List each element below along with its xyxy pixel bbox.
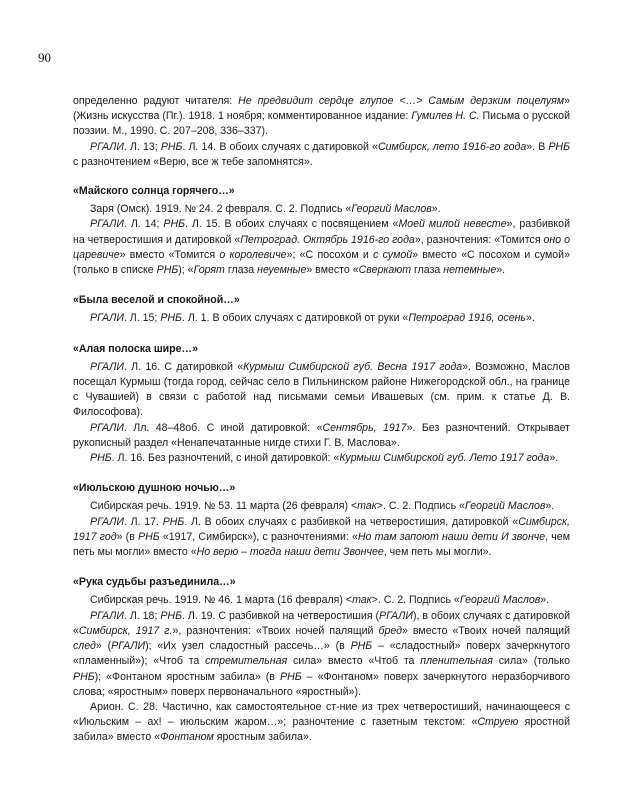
italic-text-run: РНБ (548, 140, 570, 153)
italic-text-run: оно о царевиче (73, 233, 570, 261)
italic-text-run: РНБ (163, 218, 186, 231)
section-heading: «Рука судьбы разъединила…» (73, 576, 236, 589)
section-heading: «Алая полоска шире…» (73, 342, 199, 355)
text-run: ); « (178, 264, 194, 277)
text-run: ». (526, 312, 535, 325)
italic-text-run: РНБ (90, 452, 112, 465)
italic-text-run: Сентябрь, 1917 (322, 421, 407, 434)
italic-text-run: РГАЛИ (90, 515, 124, 528)
text-run: сила» вместо «Чтоб та (287, 655, 421, 668)
text-run: ); «Их узел сладостный рассечь…» (в (145, 640, 351, 653)
text-run: . Л. 1. В обоих случаях с датировкой от руки « (181, 312, 409, 325)
text-run: ». В (526, 140, 549, 153)
paragraph (73, 94, 570, 140)
text-run: »; «С посохом и (286, 248, 374, 261)
italic-text-run: Симбирск, 1917 год (73, 515, 570, 543)
italic-text-run: Петроград 1916, осень (408, 312, 527, 325)
italic-text-run: так (357, 500, 377, 513)
text-run: », разбивкой на четверостишия и датировкой « (73, 218, 570, 246)
italic-text-run: Не предвидит сердце глупое <…> Самым дерзким поцелуям (238, 95, 565, 107)
italic-text-run: с сумой (373, 248, 413, 261)
italic-text-run: РГАЛИ (90, 421, 124, 434)
text-run: . Л. 15. В обоих случаях с посвящением « (185, 218, 399, 231)
page-number: 90 (38, 50, 51, 65)
italic-text-run: РНБ (160, 609, 182, 622)
italic-text-run: Струею (477, 716, 519, 729)
text-run: . Л. 14; (123, 218, 164, 231)
text-run: «1917, Симбирск»), с разночтениями: « (159, 530, 358, 543)
text-run: . Л. 16. Без разночтений, с иной датировкой: « (111, 452, 340, 465)
italic-text-run: Горят (193, 264, 225, 277)
italic-text-run: Георгий Маслов (464, 500, 546, 513)
text-run: определенно радуют читателя: (73, 95, 239, 107)
text-run: >. С. 2. Подпись « (376, 500, 465, 513)
text-run: ». (496, 264, 506, 277)
section-heading: «Майского солнца горячего…» (73, 185, 235, 198)
text-run: >. С. 2. Подпись « (371, 594, 460, 607)
italic-text-run: РГАЛИ (90, 312, 124, 325)
text-run: Письма о русской поэзии. М., 1990. С. 207–208, 336–337). (73, 110, 570, 138)
text-run: . Л. 13; (123, 140, 161, 153)
paragraph (73, 700, 570, 746)
section-heading: «Июльскою душною ночью…» (73, 482, 236, 495)
italic-text-run: РНБ (156, 264, 179, 277)
text-run: », разночтения: «Томится (414, 233, 544, 246)
text-run: » вместо «Томится (119, 248, 220, 261)
italic-text-run: Но верю – тогда наши дети Звончее (196, 546, 384, 559)
paragraph (73, 609, 570, 700)
text-run: – «сладостный» поверх зачеркнутого «пламенный»); «Чтоб та (73, 640, 570, 668)
text-run: ); «Фонтаном яростным забила» (в (94, 670, 280, 683)
paragraph (73, 360, 570, 421)
italic-text-run: РНБ (160, 312, 182, 325)
text-run: , чем петь мы могли». (383, 546, 492, 559)
text-run: . Л. 14. В обоих случаях с датировкой « (182, 140, 378, 153)
paragraph (73, 202, 570, 217)
italic-text-run: Гумилев Н. С. (411, 110, 480, 123)
paragraph (73, 311, 570, 326)
italic-text-run: Курмыш Симбирской губ. Весна 1917 года (243, 360, 463, 373)
text-run: яростной забила» вместо « (73, 716, 570, 744)
paragraph (73, 499, 570, 514)
italic-text-run: Симбирск, 1917 г. (78, 624, 173, 637)
italic-text-run: о королевиче (219, 248, 287, 261)
text-run: Заря (Омск). 1919. № 24. 2 февраля. С. 2. Подпись « (90, 203, 352, 216)
italic-text-run: РГАЛИ (90, 609, 124, 622)
italic-text-run: так (352, 594, 372, 607)
text-run: ». Без разночтений. Открывает рукописный раздел «Ненапечатанные нигде стихи Г. В. Маслова». (73, 421, 570, 449)
text-run: глаза (411, 264, 444, 277)
italic-text-run: РНБ (162, 515, 185, 528)
italic-text-run: РГАЛИ (90, 218, 124, 231)
text-run: Сибирская речь. 1919. № 46. 1 марта (16 февраля) < (90, 594, 353, 607)
paragraph (73, 593, 570, 608)
text-run: ». (431, 203, 441, 216)
text-run: ». (545, 500, 555, 513)
text-run: . Л. 19. С разбивкой на четверостишия ( (181, 609, 380, 622)
text-run: ». (549, 452, 559, 465)
paragraph (73, 217, 570, 278)
italic-text-run: РНБ (73, 670, 95, 683)
text-run: . Л. В обоих случаях с разбивкой на четверостишия, датировкой « (184, 515, 519, 528)
text-run: » вместо «С посохом и сумой» (только в списке (73, 248, 570, 277)
text-run: яростным забила». (213, 731, 312, 744)
italic-text-run: пленительная (420, 655, 493, 668)
italic-text-run: РГАЛИ (111, 640, 146, 653)
text-run: » вместо « (306, 264, 359, 277)
paragraph (73, 421, 570, 451)
text-run: », разночтения: «Твоих ночей палящий (172, 624, 379, 637)
text-run: » (Жизнь искусства (Пг.). 1918. 1 ноября; комментированное издание: (73, 95, 571, 123)
italic-text-run: Курмыш Симбирской губ. Лето 1917 года (339, 452, 550, 465)
italic-text-run: РНБ (160, 140, 183, 153)
italic-text-run: Сверкают (358, 264, 412, 277)
italic-text-run: РГАЛИ (90, 360, 124, 373)
italic-text-run: РНБ (138, 530, 160, 543)
italic-text-run: Георгий Маслов (351, 203, 432, 216)
text-run: с разночтением «Верю, все ж тебе запомнятся». (73, 155, 313, 168)
italic-text-run: стремительная (205, 655, 288, 668)
section-heading: «Была веселой и спокойной…» (73, 294, 240, 307)
italic-text-run: бред (378, 624, 402, 637)
text-run: . Л. 16. С датировкой « (123, 360, 244, 373)
text-run: » вместо «Твоих ночей палящий (401, 624, 571, 637)
italic-text-run: нетемные (443, 264, 497, 277)
text-run: Арион. С. 28. Частично, как самостоятельное ст-ние из трех четверостиший, начинающееся с «Июльским – ах! – июльским жаром…»; разночтение с газетным текстом: « (73, 700, 570, 729)
text-run: – «Фонтаном» поверх зачеркнутого неразборчивого слова; «яростным» поверх первоначального «яростный»). (73, 670, 571, 698)
paragraph (73, 451, 570, 466)
italic-text-run: Но там запоют наши дети И звонче (357, 530, 546, 543)
text-run: ». (540, 594, 550, 607)
italic-text-run: РГАЛИ (379, 609, 413, 622)
text-run: , чем петь мы могли» вместо « (73, 530, 570, 559)
italic-text-run: Моей милой невесте (398, 218, 507, 231)
italic-text-run: неуемные (257, 264, 307, 277)
text-run: глаза (224, 264, 258, 277)
text-run: Сибирская речь. 1919. № 53. 11 марта (26 февраля) < (90, 500, 358, 513)
text-run: . Л. 15; (123, 312, 161, 325)
text-run: ), в обоих случаях с датировкой « (73, 609, 571, 637)
italic-text-run: след (73, 640, 96, 653)
italic-text-run: Георгий Маслов (459, 594, 541, 607)
text-run: . Л. 18; (123, 609, 161, 622)
italic-text-run: РНБ (350, 640, 373, 653)
italic-text-run: Симбирск, лето 1916-го года (377, 140, 527, 153)
text-run: ». Возможно, Маслов посещал Курмыш (тогда город, сейчас село в Пильнинском районе Нижегородской обл., на границе с Чувашией) в связи с работой над письмами семьи Ивашевых (см. прим. к статье Д. В. Философова). (73, 360, 570, 419)
italic-text-run: РГАЛИ (90, 140, 124, 153)
text-run: . Л. 17. (123, 515, 163, 528)
italic-text-run: Петроград. Октябрь 1916-го года (240, 233, 415, 246)
text-run: » ( (95, 640, 112, 653)
italic-text-run: РНБ (280, 670, 302, 683)
paragraph (73, 140, 570, 170)
paragraph (73, 515, 570, 561)
text-run: . Лл. 48–48об. С иной датировкой: « (123, 421, 323, 434)
text-run: сила» (только (492, 655, 570, 668)
text-run: » (в (116, 530, 139, 543)
page-body (73, 94, 570, 746)
italic-text-run: Фонтаном (160, 731, 214, 744)
